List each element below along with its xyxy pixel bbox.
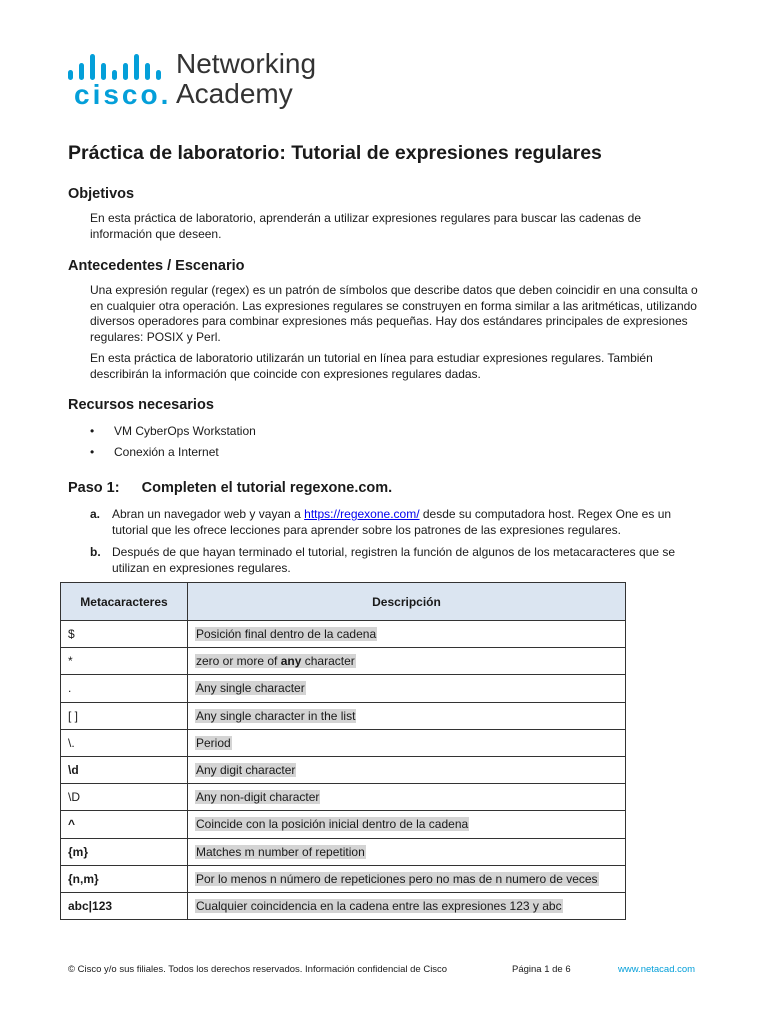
table-row: [61, 811, 626, 838]
description-text: Any single character: [196, 681, 305, 696]
description-text: Period: [196, 735, 231, 750]
paso-1-number: Paso 1:: [68, 480, 120, 496]
footer-copyright: © Cisco y/o sus filiales. Todos los derechos reservados. Información confidencial de Cisco: [68, 964, 448, 975]
metachar-cell: \D: [61, 784, 188, 811]
description-text: [195, 654, 356, 668]
list-item: • VM CyberOps Workstation: [90, 424, 256, 445]
column-header-metacaracteres: Metacaracteres: [61, 583, 188, 621]
description-text: Por lo menos n número de repeticiones pero no mas de n numero de veces: [196, 871, 598, 886]
regexone-link[interactable]: https://regexone.com/: [304, 507, 420, 521]
heading-recursos: Recursos necesarios: [68, 397, 214, 413]
description-text-post: character: [301, 654, 355, 669]
page-title: Práctica de laboratorio: Tutorial de expresiones regulares: [68, 142, 602, 164]
description-cell: [188, 756, 626, 783]
step-b-text: Después de que hayan terminado el tutorial, registren la función de algunos de los metacaracteres que se utilizan en expresiones regulares.: [112, 545, 676, 575]
description-cell: [188, 675, 626, 702]
metachar-cell: .: [61, 675, 188, 702]
description-text-bold: any: [280, 654, 302, 669]
antecedentes-paragraph-1: Una expresión regular (regex) es un patrón de símbolos que describe datos que deben coincidir en una consulta o en cualquier otra operación. Las expresiones regulares se construyen en forma similar a las aritméticas, utilizando diversos operadores para combinar expresiones más pequeñas. Hay dos estándares principales de expresiones regulares: POSIX y Perl.: [90, 283, 698, 344]
objetivos-text: En esta práctica de laboratorio, aprenderán a utilizar expresiones regulares para buscar las cadenas de información que deseen.: [90, 211, 641, 241]
table-row: [61, 729, 626, 756]
description-cell: [188, 702, 626, 729]
cisco-networking-academy-logo: [68, 50, 388, 112]
metachar-cell: ^: [61, 811, 188, 838]
step-a-text-post: desde su computadora host. Regex One es un tutorial que les ofrece lecciones para aprender sobre los patrones de las expresiones regulares.: [112, 507, 672, 537]
logo-line-networking: Networking: [176, 48, 317, 79]
description-text-pre: zero or more of: [196, 654, 281, 669]
metacharacters-table: [60, 582, 626, 920]
table-row: [61, 756, 626, 783]
column-header-descripcion: Descripción: [188, 583, 626, 621]
step-b-label: b.: [90, 545, 101, 559]
table-row: [61, 865, 626, 892]
step-a-text: [112, 507, 702, 538]
logo-line-academy: Academy: [176, 78, 293, 109]
description-cell: [188, 811, 626, 838]
description-cell: [188, 838, 626, 865]
antecedentes-paragraph-2: En esta práctica de laboratorio utilizarán un tutorial en línea para estudiar expresiones regulares. También describirán la información que coincide con expresiones regulares dadas.: [90, 351, 653, 381]
table-row: [61, 838, 626, 865]
metachar-cell: \.: [61, 729, 188, 756]
metachar-cell: {n,m}: [61, 865, 188, 892]
footer-url[interactable]: www.netacad.com: [618, 964, 696, 975]
metachar-cell: {m}: [61, 838, 188, 865]
description-cell: [188, 648, 626, 675]
table-row: [61, 702, 626, 729]
description-text: Cualquier coincidencia en la cadena entre las expresiones 123 y abc: [196, 898, 562, 913]
metachar-cell: abc|123: [61, 892, 188, 919]
metachar-cell: $: [61, 621, 188, 648]
description-text: Coincide con la posición inicial dentro de la cadena: [196, 817, 469, 832]
description-cell: [188, 729, 626, 756]
description-cell: [188, 784, 626, 811]
description-cell: [188, 621, 626, 648]
step-a-label: a.: [90, 507, 101, 521]
table-header-row: [61, 583, 626, 621]
description-text: Matches m number of repetition: [196, 844, 365, 859]
cisco-bars-icon: [68, 54, 164, 80]
table-row: [61, 675, 626, 702]
recursos-list: [90, 424, 256, 466]
table-row: [61, 621, 626, 648]
table-row: [61, 784, 626, 811]
table-row: [61, 892, 626, 919]
list-item: • Conexión a Internet: [90, 445, 256, 466]
description-cell: [188, 865, 626, 892]
metachar-cell: *: [61, 648, 188, 675]
footer-page-number: Página 1 de 6: [512, 964, 571, 975]
description-cell: [188, 892, 626, 919]
paso-1-title: Completen el tutorial regexone.com.: [141, 480, 393, 496]
cisco-wordmark: cisco.: [74, 79, 172, 110]
heading-paso-1: [68, 480, 392, 496]
step-a-text-pre: Abran un navegador web y vayan a: [112, 507, 305, 521]
metachar-cell: [ ]: [61, 702, 188, 729]
description-text: Any non-digit character: [196, 790, 320, 805]
description-text: Posición final dentro de la cadena: [196, 627, 377, 642]
heading-antecedentes: Antecedentes / Escenario: [68, 258, 245, 274]
metachar-cell: \d: [61, 756, 188, 783]
heading-objetivos: Objetivos: [68, 186, 135, 202]
description-text: Any digit character: [196, 763, 296, 778]
description-text: Any single character in the list: [196, 708, 356, 723]
table-row: [61, 648, 626, 675]
